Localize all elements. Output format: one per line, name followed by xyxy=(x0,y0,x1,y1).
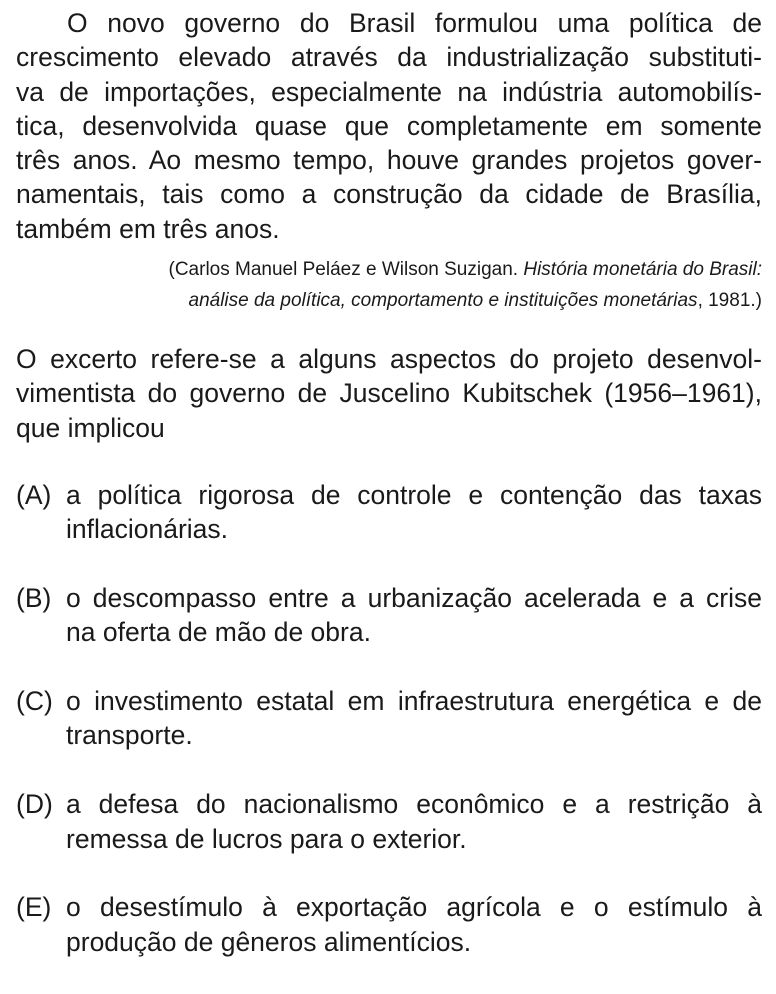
citation-authors: (Carlos Manuel Peláez e Wilson Suzigan. xyxy=(168,259,524,281)
option-text-line: o descompasso entre a urbanização acelerada e a crise xyxy=(66,583,762,614)
stem-line: O excerto refere-se a alguns aspectos do projeto desenvol- xyxy=(16,344,762,375)
question-page xyxy=(16,6,762,959)
excerpt-line: O novo governo do Brasil formulou uma política de xyxy=(67,8,762,38)
option-text-line: inflacionárias. xyxy=(66,514,229,545)
excerpt-line: namentais, tais como a construção da cidade de Brasília, xyxy=(16,179,762,210)
answer-options xyxy=(16,478,762,959)
excerpt-line: crescimento elevado através da industrialização substituti- xyxy=(16,42,762,73)
option-text-line: a defesa do nacionalismo econômico e a restrição à xyxy=(66,789,762,820)
option-b[interactable] xyxy=(16,581,762,650)
excerpt-line: va de importações, especialmente na indústria automobilís- xyxy=(16,76,762,107)
question-stem xyxy=(16,342,762,445)
citation-title-part1: História monetária do Brasil: xyxy=(523,259,762,281)
option-c[interactable] xyxy=(16,684,762,753)
option-letter: (D) xyxy=(16,789,53,820)
option-d[interactable] xyxy=(16,787,762,856)
option-text-line: o desestímulo à exportação agrícola e o estímulo à xyxy=(66,892,762,923)
excerpt-line: tica, desenvolvida quase que completamente em somente xyxy=(16,110,762,141)
option-text-line: produção de gêneros alimentícios. xyxy=(66,926,472,957)
option-letter: (B) xyxy=(16,583,52,614)
citation-title-part2: análise da política, comportamento e instituições monetárias xyxy=(188,290,698,312)
option-text-line: o investimento estatal em infraestrutura energética e de xyxy=(66,686,762,717)
option-letter: (E) xyxy=(16,892,52,923)
option-text-line: transporte. xyxy=(66,720,193,751)
option-letter: (C) xyxy=(16,686,53,717)
option-text-line: remessa de lucros para o exterior. xyxy=(66,823,467,854)
citation-year: , 1981.) xyxy=(697,290,762,312)
stem-line: que implicou xyxy=(16,412,165,443)
option-e[interactable] xyxy=(16,890,762,959)
option-letter: (A) xyxy=(16,479,52,510)
option-text-line: na oferta de mão de obra. xyxy=(66,617,371,648)
excerpt-line: também em três anos. xyxy=(16,213,280,244)
citation xyxy=(16,254,762,316)
option-a[interactable] xyxy=(16,478,762,547)
option-text-line: a política rigorosa de controle e contenção das taxas xyxy=(66,479,762,510)
stem-line: vimentista do governo de Juscelino Kubitschek (1956–1961), xyxy=(16,378,762,409)
excerpt-line: três anos. Ao mesmo tempo, houve grandes projetos gover- xyxy=(16,145,762,176)
excerpt-paragraph xyxy=(16,6,762,246)
